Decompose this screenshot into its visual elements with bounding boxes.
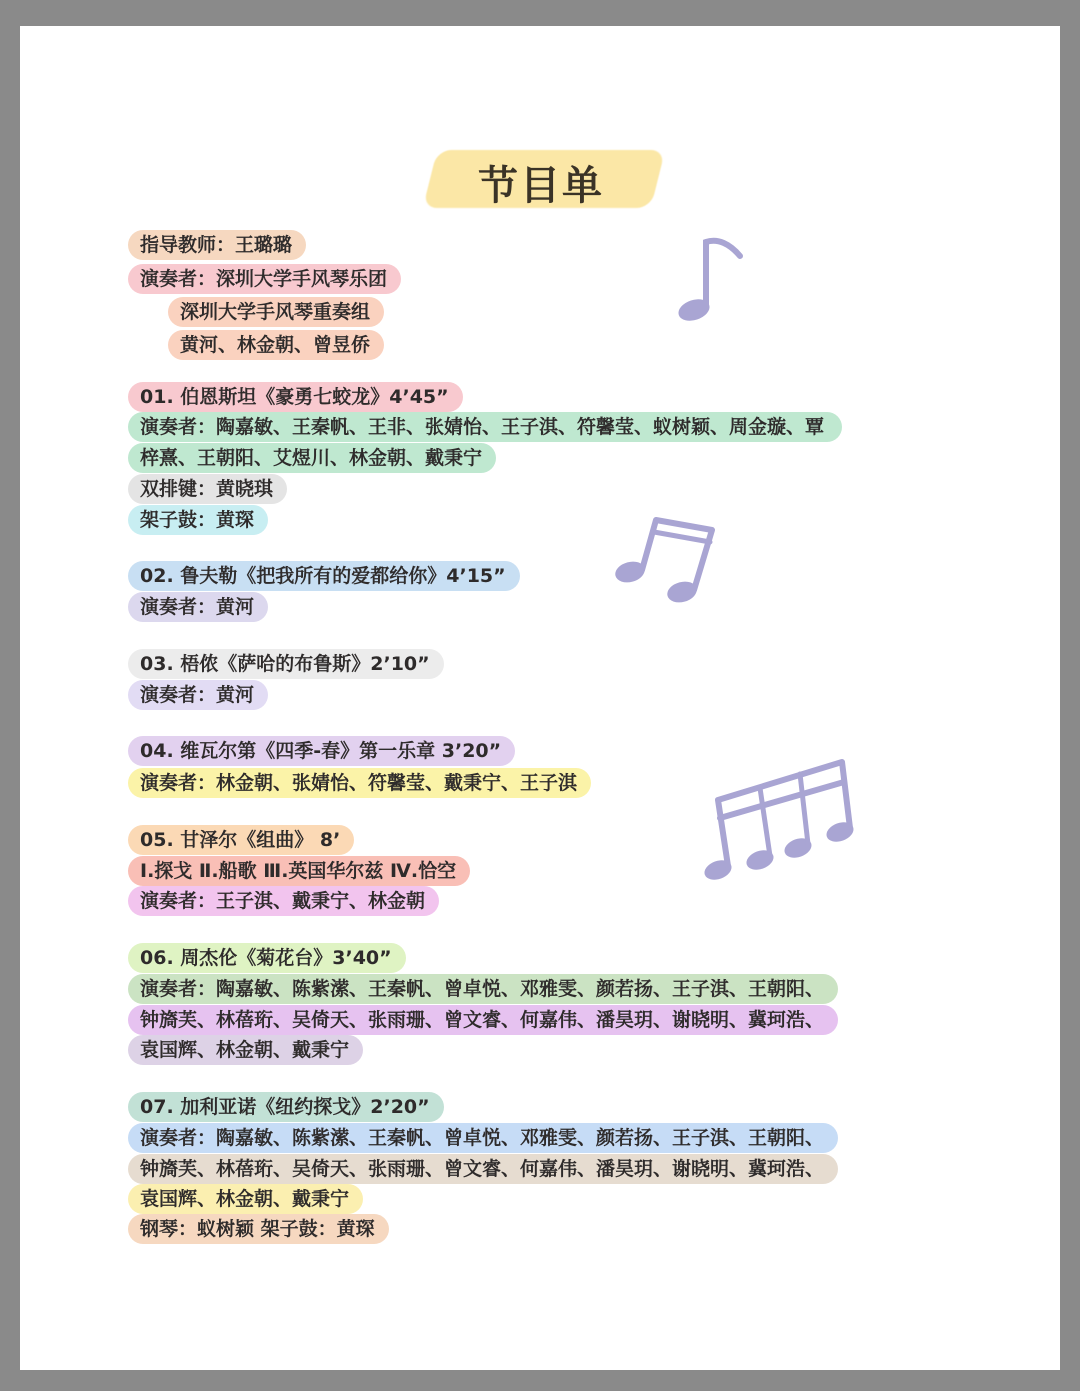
ensemble-line: 深圳大学手风琴重奏组 [168,297,384,327]
program-05-title: 05. 甘泽尔《组曲》 8’ [128,825,354,855]
teacher-line: 指导教师：王璐璐 [128,230,306,260]
program-06-line-1: 演奏者：陶嘉敏、陈紫潆、王秦帆、曾卓悦、邓雅雯、颜若扬、王子淇、王朝阳、 [128,974,838,1004]
page-title: 节目单 [478,163,604,209]
program-04-title: 04. 维瓦尔第《四季-春》第一乐章 3’20” [128,736,515,766]
eighth-note-icon [672,230,752,330]
program-07-line-4: 钢琴：蚁树颖 架子鼓：黄琛 [128,1214,389,1244]
performer-line: 演奏者：深圳大学手风琴乐团 [128,264,401,294]
program-06-title: 06. 周杰伦《菊花台》3’40” [128,943,406,973]
program-01-line-3: 双排键：黄晓琪 [128,474,287,504]
program-04-line-1: 演奏者：林金朝、张婧怡、符馨莹、戴秉宁、王子淇 [128,768,591,798]
program-01-title: 01. 伯恩斯坦《豪勇七蛟龙》4’45” [128,382,463,412]
beamed-notes-icon [612,512,722,607]
program-01-line-4: 架子鼓：黄琛 [128,505,268,535]
program-07-line-1: 演奏者：陶嘉敏、陈紫潆、王秦帆、曾卓悦、邓雅雯、颜若扬、王子淇、王朝阳、 [128,1123,838,1153]
program-06-line-2: 钟旖芙、林蓓珩、吴倚天、张雨珊、曾文睿、何嘉伟、潘昊玥、谢晓明、冀珂浩、 [128,1005,838,1035]
program-07-line-3: 袁国辉、林金朝、戴秉宁 [128,1184,363,1214]
program-03-title: 03. 梧侬《萨哈的布鲁斯》2’10” [128,649,444,679]
program-05-line-1: Ⅰ.探戈 Ⅱ.船歌 Ⅲ.英国华尔兹 Ⅳ.恰空 [128,856,470,886]
program-06-line-3: 袁国辉、林金朝、戴秉宁 [128,1035,363,1065]
members-line: 黄河、林金朝、曾昱侨 [168,330,384,360]
program-03-line-1: 演奏者：黄河 [128,680,268,710]
program-02-line-1: 演奏者：黄河 [128,592,268,622]
program-01-line-2: 梓熹、王朝阳、艾煜川、林金朝、戴秉宁 [128,443,496,473]
program-02-title: 02. 鲁夫勒《把我所有的爱都给你》4’15” [128,561,520,591]
program-07-title: 07. 加利亚诺《纽约探戈》2’20” [128,1092,444,1122]
program-01-line-1: 演奏者：陶嘉敏、王秦帆、王非、张婧怡、王子淇、符馨莹、蚁树颖、周金璇、覃 [128,412,842,442]
program-05-line-2: 演奏者：王子淇、戴秉宁、林金朝 [128,886,439,916]
sixteenth-notes-icon [702,752,862,887]
program-07-line-2: 钟旖芙、林蓓珩、吴倚天、张雨珊、曾文睿、何嘉伟、潘昊玥、谢晓明、冀珂浩、 [128,1154,838,1184]
